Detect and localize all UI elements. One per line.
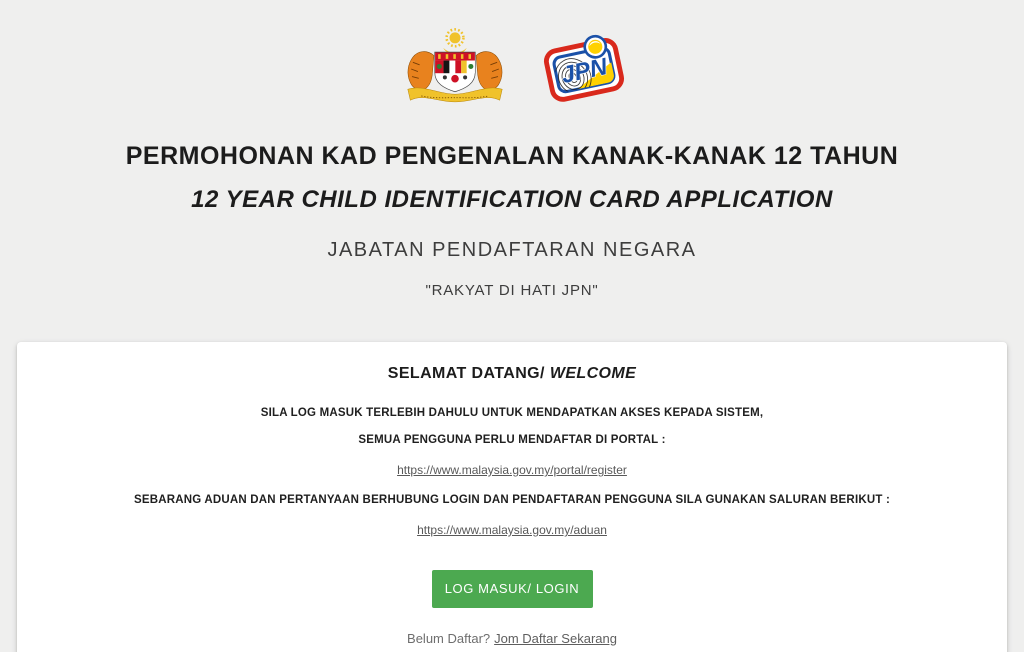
register-now-link[interactable]: Jom Daftar Sekarang bbox=[494, 631, 617, 646]
register-prompt-text: Belum Daftar? bbox=[407, 631, 491, 646]
notice-line-3: SEBARANG ADUAN DAN PERTANYAAN BERHUBUNG LOGIN DAN PENDAFTARAN PENGGUNA SILA GUNAKAN SALURAN BERIKUT : bbox=[134, 494, 890, 506]
welcome-title-english: WELCOME bbox=[549, 365, 637, 382]
page-title-malay: PERMOHONAN KAD PENGENALAN KANAK-KANAK 12 TAHUN bbox=[125, 142, 899, 170]
department-name: JABATAN PENDAFTARAN NEGARA bbox=[327, 239, 697, 261]
welcome-card bbox=[17, 342, 1007, 652]
welcome-title bbox=[47, 365, 977, 383]
register-prompt-row bbox=[47, 631, 977, 646]
welcome-title-malay: SELAMAT DATANG/ bbox=[387, 365, 545, 382]
notice-line-1: SILA LOG MASUK TERLEBIH DAHULU UNTUK MENDAPATKAN AKSES KEPADA SISTEM, bbox=[260, 407, 764, 419]
page-header bbox=[0, 0, 1024, 299]
aduan-link[interactable]: https://www.malaysia.gov.my/aduan bbox=[417, 523, 607, 537]
jpn-logo-text: JPN bbox=[558, 53, 610, 90]
register-portal-link[interactable]: https://www.malaysia.gov.my/portal/register bbox=[397, 463, 627, 477]
aduan-link-row bbox=[47, 521, 977, 539]
login-button[interactable]: LOG MASUK/ LOGIN bbox=[432, 570, 593, 608]
notice-block bbox=[47, 407, 977, 539]
logo-row bbox=[0, 26, 1024, 112]
register-portal-link-row bbox=[47, 461, 977, 479]
notice-line-2: SEMUA PENGGUNA PERLU MENDAFTAR DI PORTAL : bbox=[358, 434, 666, 446]
department-slogan: "RAKYAT DI HATI JPN" bbox=[425, 282, 599, 299]
page-title-english: 12 YEAR CHILD IDENTIFICATION CARD APPLICATION bbox=[191, 186, 833, 213]
malaysia-coat-of-arms-icon bbox=[396, 26, 514, 112]
jpn-logo-icon bbox=[540, 31, 628, 107]
